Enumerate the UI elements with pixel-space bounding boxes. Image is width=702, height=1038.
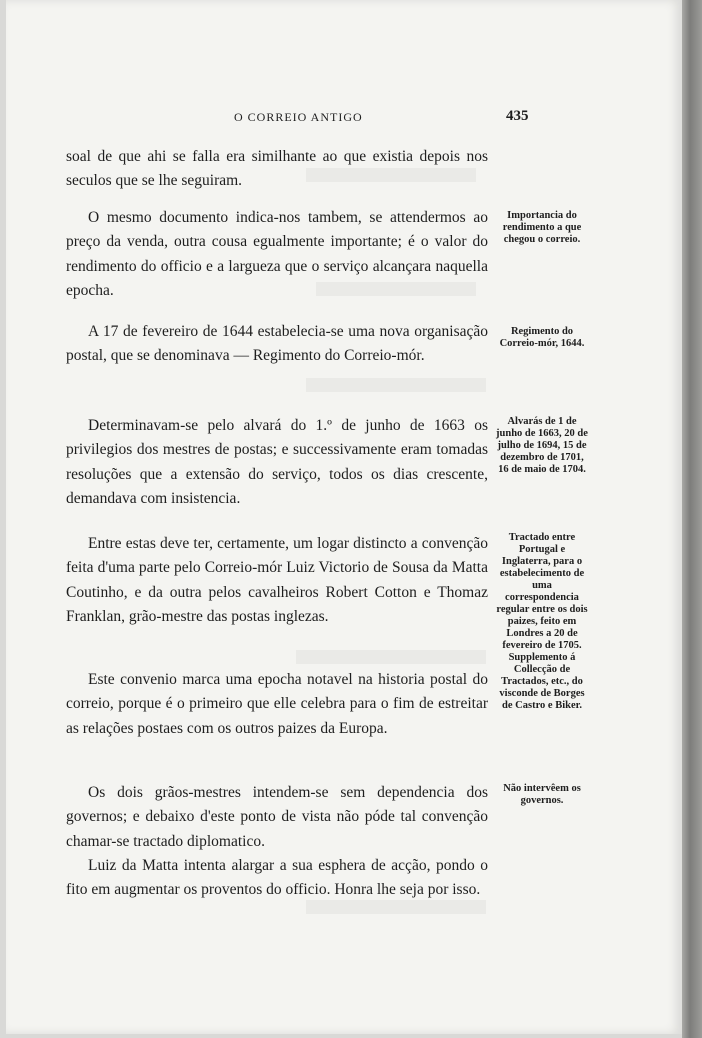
margin-note-4: Tractado entre Portugal e Inglaterra, para o estabelecimento de uma correspondencia regular entre os dois paizes, feito em Londres a 20 de fevereiro de 1705. Supplemento á Collecção de Tractados, etc., do visconde de Borges de Castro e Biker.: [496, 532, 588, 711]
bleed-through-mark: [306, 378, 486, 392]
paragraph-1: soal de que ahi se falla era similhante ao que existia depois nos seculos que se lhe seguiram.: [66, 148, 488, 190]
paragraph-7: Os dois grãos-mestres intendem-se sem dependencia dos governos; e debaixo d'este ponto de vista não póde tal convenção chamar-se tractado diplomatico.: [66, 784, 488, 850]
paragraph-2: O mesmo documento indica-nos tambem, se attendermos ao preço da venda, outra cousa egualmente importante; é o valor do rendimento do officio e a largueza que o serviço alcançara naquella epocha.: [66, 209, 488, 300]
margin-note-1: Importancia do rendimento a que chegou o correio.: [502, 210, 582, 245]
book-page: [6, 0, 682, 1034]
page-header: [6, 108, 682, 128]
paragraph-6: Este convenio marca uma epocha notavel na historia postal do correio, porque é o primeiro que elle celebra para o fim de estreitar as relações postaes com os outros paizes da Europa.: [66, 671, 488, 737]
paragraph-8: Luiz da Matta intenta alargar a sua esphera de acção, pondo o fito em augmentar os proventos do officio. Honra lhe seja por isso.: [66, 857, 488, 899]
paragraph-3: A 17 de fevereiro de 1644 estabelecia-se uma nova organisação postal, que se denominava — Regimento do Correio-mór.: [66, 323, 488, 365]
page-number: 435: [506, 108, 529, 124]
margin-note-2: Regimento do Correio-mór, 1644.: [499, 326, 585, 349]
margin-note-3: Alvarás de 1 de junho de 1663, 20 de julho de 1694, 15 de dezembro de 1701, 16 de maio de 1704.: [496, 416, 588, 475]
running-head: O CORREIO ANTIGO: [234, 110, 363, 124]
paragraph-5: Entre estas deve ter, certamente, um logar distincto a convenção feita d'uma parte pelo Correio-mór Luiz Victorio de Sousa da Matta Coutinho, e da outra pelos cavalheiros Robert Cotton e Thomaz Franklan, grão-mestre das postas inglezas.: [66, 535, 488, 626]
margin-note-5: Não intervêem os governos.: [503, 783, 581, 806]
bleed-through-mark: [296, 650, 486, 664]
book-page-edge: [682, 0, 702, 1038]
paragraph-4: Determinavam-se pelo alvará do 1.º de junho de 1663 os privilegios dos mestres de postas; e successivamente eram tomadas resoluções que a extensão do serviço, todos os dias crescente, demandava com insistencia.: [66, 417, 488, 508]
